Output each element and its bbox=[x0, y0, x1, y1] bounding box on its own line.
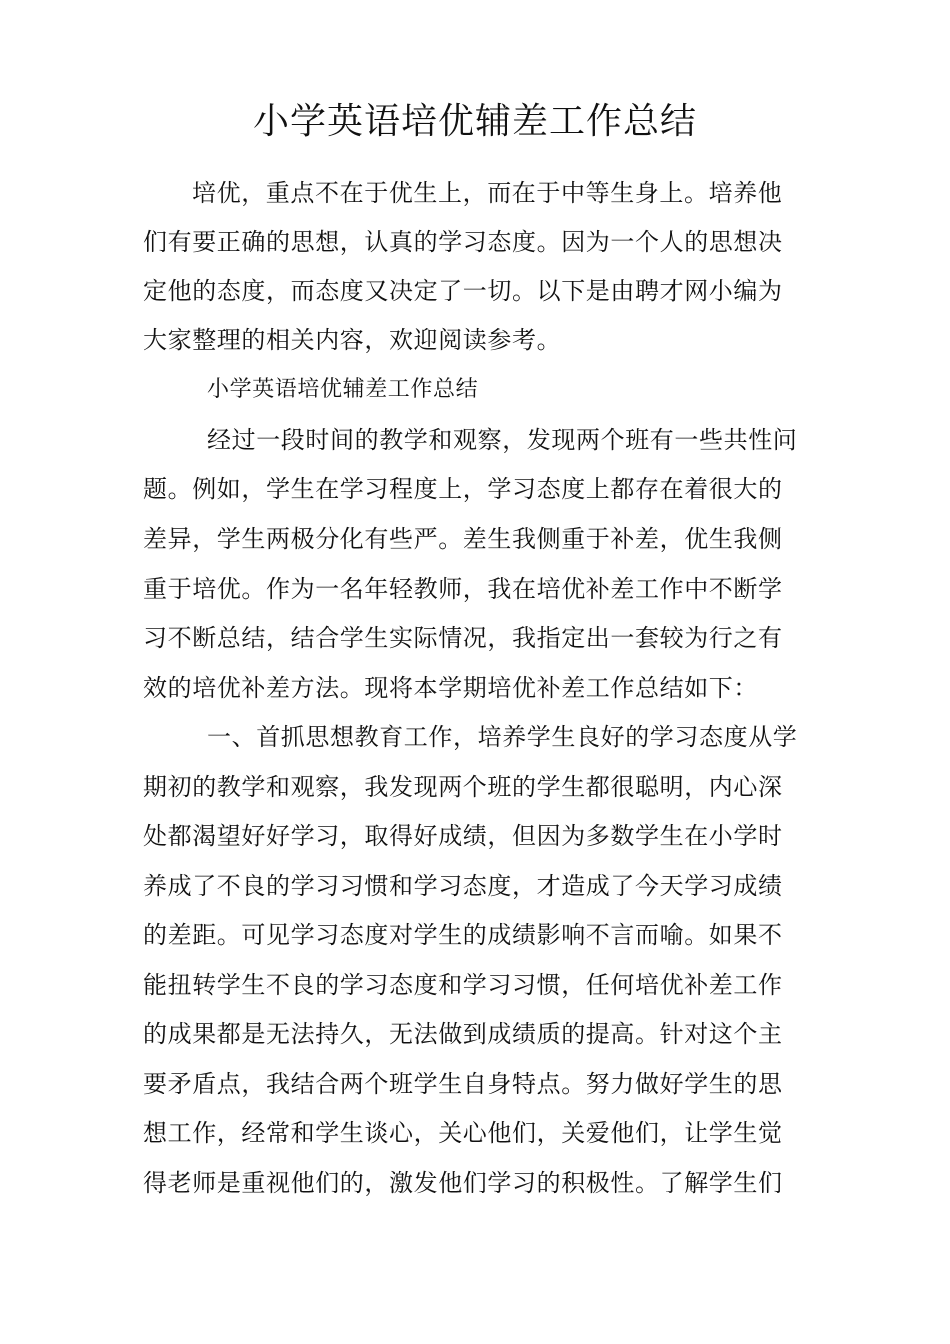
paragraph-line: 效的培优补差方法。现将本学期培优补差工作总结如下： bbox=[143, 674, 758, 702]
paragraph-line: 的差距。可见学习态度对学生的成绩影响不言而喻。如果不 bbox=[143, 921, 783, 949]
paragraph-line: 养成了不良的学习习惯和学习态度，才造成了今天学习成绩 bbox=[143, 872, 783, 900]
paragraph-line: 定他的态度，而态度又决定了一切。以下是由聘才网小编为 bbox=[143, 277, 783, 305]
paragraph-line: 差异，学生两极分化有些严。差生我侧重于补差，优生我侧 bbox=[143, 525, 783, 553]
paragraph-line: 能扭转学生不良的学习态度和学习习惯，任何培优补差工作 bbox=[143, 971, 783, 999]
paragraph-line: 想工作，经常和学生谈心，关心他们，关爱他们，让学生觉 bbox=[143, 1119, 783, 1147]
paragraph-line: 处都渴望好好学习，取得好成绩，但因为多数学生在小学时 bbox=[143, 822, 783, 850]
paragraph-line: 重于培优。作为一名年轻教师，我在培优补差工作中不断学 bbox=[143, 575, 783, 603]
paragraph-line: 要矛盾点，我结合两个班学生自身特点。努力做好学生的思 bbox=[143, 1070, 783, 1098]
paragraph-line: 经过一段时间的教学和观察，发现两个班有一些共性问 bbox=[207, 426, 798, 454]
paragraph-line: 一、首抓思想教育工作，培养学生良好的学习态度从学 bbox=[207, 723, 798, 751]
document-title: 小学英语培优辅差工作总结 bbox=[252, 101, 697, 142]
paragraph-line: 习不断总结，结合学生实际情况，我指定出一套较为行之有 bbox=[143, 624, 783, 652]
paragraph-line: 大家整理的相关内容，欢迎阅读参考。 bbox=[143, 326, 562, 354]
paragraph-line: 们有要正确的思想，认真的学习态度。因为一个人的思想决 bbox=[143, 228, 783, 256]
section-subheading: 小学英语培优辅差工作总结 bbox=[207, 377, 479, 402]
paragraph-line: 题。例如，学生在学习程度上，学习态度上都存在着很大的 bbox=[143, 475, 783, 503]
paragraph-line: 的成果都是无法持久，无法做到成绩质的提高。针对这个主 bbox=[143, 1020, 783, 1048]
paragraph-line: 得老师是重视他们的，激发他们学习的积极性。了解学生们 bbox=[143, 1169, 783, 1197]
paragraph-line: 期初的教学和观察，我发现两个班的学生都很聪明，内心深 bbox=[143, 773, 783, 801]
paragraph-line: 培优，重点不在于优生上，而在于中等生身上。培养他 bbox=[192, 179, 783, 207]
